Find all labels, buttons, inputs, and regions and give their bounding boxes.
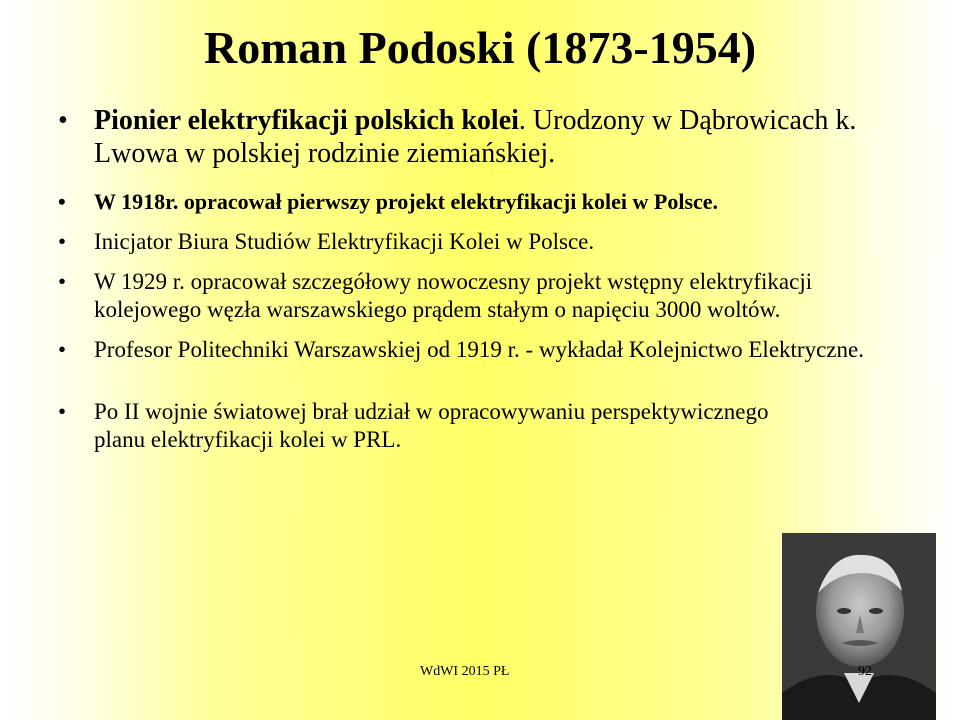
bullet-text: W 1929 r. opracował szczegółowy nowoczesny projekt wstępny elektryfikacji kolejowego węzła warszawskiego prądem stałym o napięciu 3000 woltów. bbox=[94, 269, 813, 322]
bullet-text: W 1918r. opracował pierwszy projekt elektryfikacji kolei w Polsce. bbox=[94, 189, 719, 214]
bullet-item bbox=[58, 228, 918, 256]
bullet-item bbox=[58, 268, 918, 324]
bullet-list bbox=[58, 104, 918, 454]
bullet-dot-icon: • bbox=[58, 269, 67, 294]
bullet-text: Po II wojnie światowej brał udział w opracowywaniu perspektywicznego planu elektryfikacji kolei w PRL. bbox=[94, 399, 769, 452]
page-number: 92 bbox=[858, 664, 872, 679]
bullet-item bbox=[58, 188, 918, 216]
portrait-photo bbox=[782, 533, 936, 720]
footer-text: WdWI 2015 PŁ bbox=[420, 664, 510, 679]
bullet-dot-icon: • bbox=[58, 399, 67, 424]
bullet-item bbox=[58, 336, 918, 364]
bullet-text: . Urodzony w Dąbrowicach k. Lwowa w polskiej rodzinie ziemiańskiej. bbox=[94, 105, 857, 169]
bullet-item bbox=[58, 104, 918, 170]
slide-title: Roman Podoski (1873-1954) bbox=[203, 22, 757, 73]
portrait-icon bbox=[782, 533, 936, 720]
bullet-dot-icon: • bbox=[58, 229, 67, 254]
bullet-bold-text: Pionier elektryfikacji polskich kolei bbox=[94, 105, 519, 136]
bullet-text: Inicjator Biura Studiów Elektryfikacji Kolei w Polsce. bbox=[94, 229, 595, 254]
bullet-text: Profesor Politechniki Warszawskiej od 1919 r. - wykładał Kolejnictwo Elektryczne. bbox=[94, 337, 864, 362]
bullet-item bbox=[58, 398, 794, 454]
bullet-dot-icon: • bbox=[58, 105, 68, 136]
bullet-dot-icon: • bbox=[58, 189, 66, 214]
bullet-dot-icon: • bbox=[58, 337, 67, 362]
